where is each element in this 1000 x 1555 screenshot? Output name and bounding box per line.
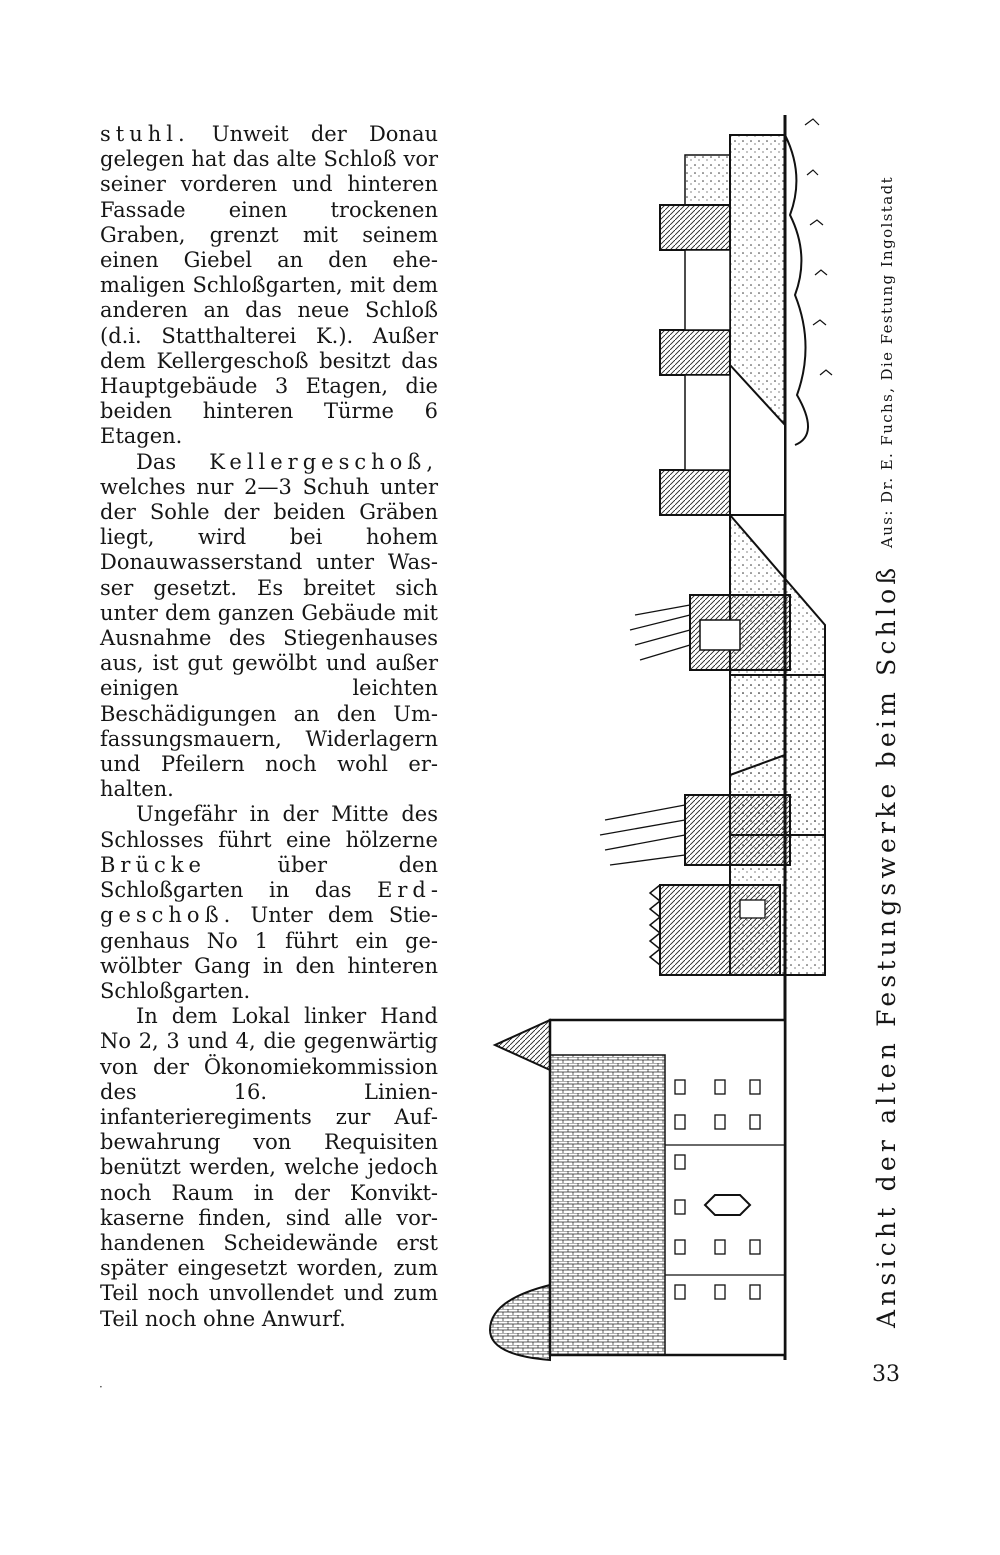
paragraph-4 xyxy=(100,1004,438,1332)
text-column xyxy=(100,122,438,1332)
figure-caption: Ansicht der alten Festungswerke beim Schloß xyxy=(872,563,901,1328)
castle-round-tower xyxy=(490,1285,550,1360)
paragraph-2-lead: Kellergeschoß, xyxy=(209,449,438,474)
paragraph-2-pre: Das xyxy=(136,449,177,474)
vegetation xyxy=(805,119,832,375)
watchtower-1 xyxy=(660,205,730,250)
fortress-illustration xyxy=(485,115,860,1365)
stepped-gable-tower xyxy=(685,795,790,865)
paragraph-2 xyxy=(100,450,438,803)
paragraph-3-body-2: über den Schloßgarten in das xyxy=(100,852,438,903)
paragraph-3-body-1: Ungefähr in der Mitte des Schlosses führt eine hölzerne xyxy=(100,802,438,852)
paragraph-3 xyxy=(100,802,438,1004)
castle-roof xyxy=(550,1055,665,1355)
castle-spire-front xyxy=(495,1020,550,1070)
castle-oriel-window xyxy=(705,1195,750,1215)
gable-spires xyxy=(600,805,685,865)
gate-spires xyxy=(630,605,690,660)
paragraph-2-body: welches nur 2—3 Schuh unter der Sohle der beiden Gräben liegt, wird bei hohem Donauwasserstand unter Wasser gesetzt. Es breitet sich unter dem ganzen Gebäude mit Ausnahme des Stiegenhauses aus, ist gut gewölbt und außer einigen leichten Beschädigungen an den Umfassungsmauern, Widerlagern und Pfeilern noch wohl erhalten. xyxy=(100,474,438,802)
paragraph-3-spaced-2: Erdgeschoß. xyxy=(100,878,438,928)
watchtower-3 xyxy=(660,470,730,515)
river-bank xyxy=(785,135,808,445)
watchtower-2 xyxy=(660,330,730,375)
fortress-drawing xyxy=(485,115,860,1365)
stray-mark: · xyxy=(99,1380,103,1394)
paragraph-3-spaced-1: Brücke xyxy=(100,852,206,877)
figure-source: Aus: Dr. E. Fuchs, Die Festung Ingolstadt xyxy=(878,175,896,548)
page-number: 33 xyxy=(872,1362,900,1387)
paragraph-1-body: Unweit der Donau gelegen hat das alte Schloß vor seiner vorderen und hinteren Fassade einen trockenen Graben, grenzt mit seinem einen Giebel an den ehemaligen Schloßgarten, mit dem anderen an das neue Schloß (d.i. Statthalterei K.). Außer dem Kellergeschoß besitzt das Hauptgebäude 3 Etagen, die beiden hinteren Türme 6 Etagen. xyxy=(100,122,438,449)
gabled-house xyxy=(660,885,780,975)
paragraph-1 xyxy=(100,122,438,450)
paragraph-4-body: In dem Lokal linker Hand No 2, 3 und 4, die gegenwärtig von der Ökonomiekommission des 16. Linieninfanterieregiments zur Aufbewahrung von Requisiten benützt werden, welche jedoch noch Raum in der Konviktkaserne finden, sind alle vorhandenen Scheidewände erst später eingesetzt worden, zum Teil noch unvollendet und zum Teil noch ohne Anwurf. xyxy=(100,1004,438,1331)
paragraph-3-body-3: Unter dem Stiegenhaus No 1 führt ein gewölbter Gang in den hinteren Schloßgarten. xyxy=(100,903,438,1003)
paragraph-1-lead: stuhl. xyxy=(100,122,190,146)
